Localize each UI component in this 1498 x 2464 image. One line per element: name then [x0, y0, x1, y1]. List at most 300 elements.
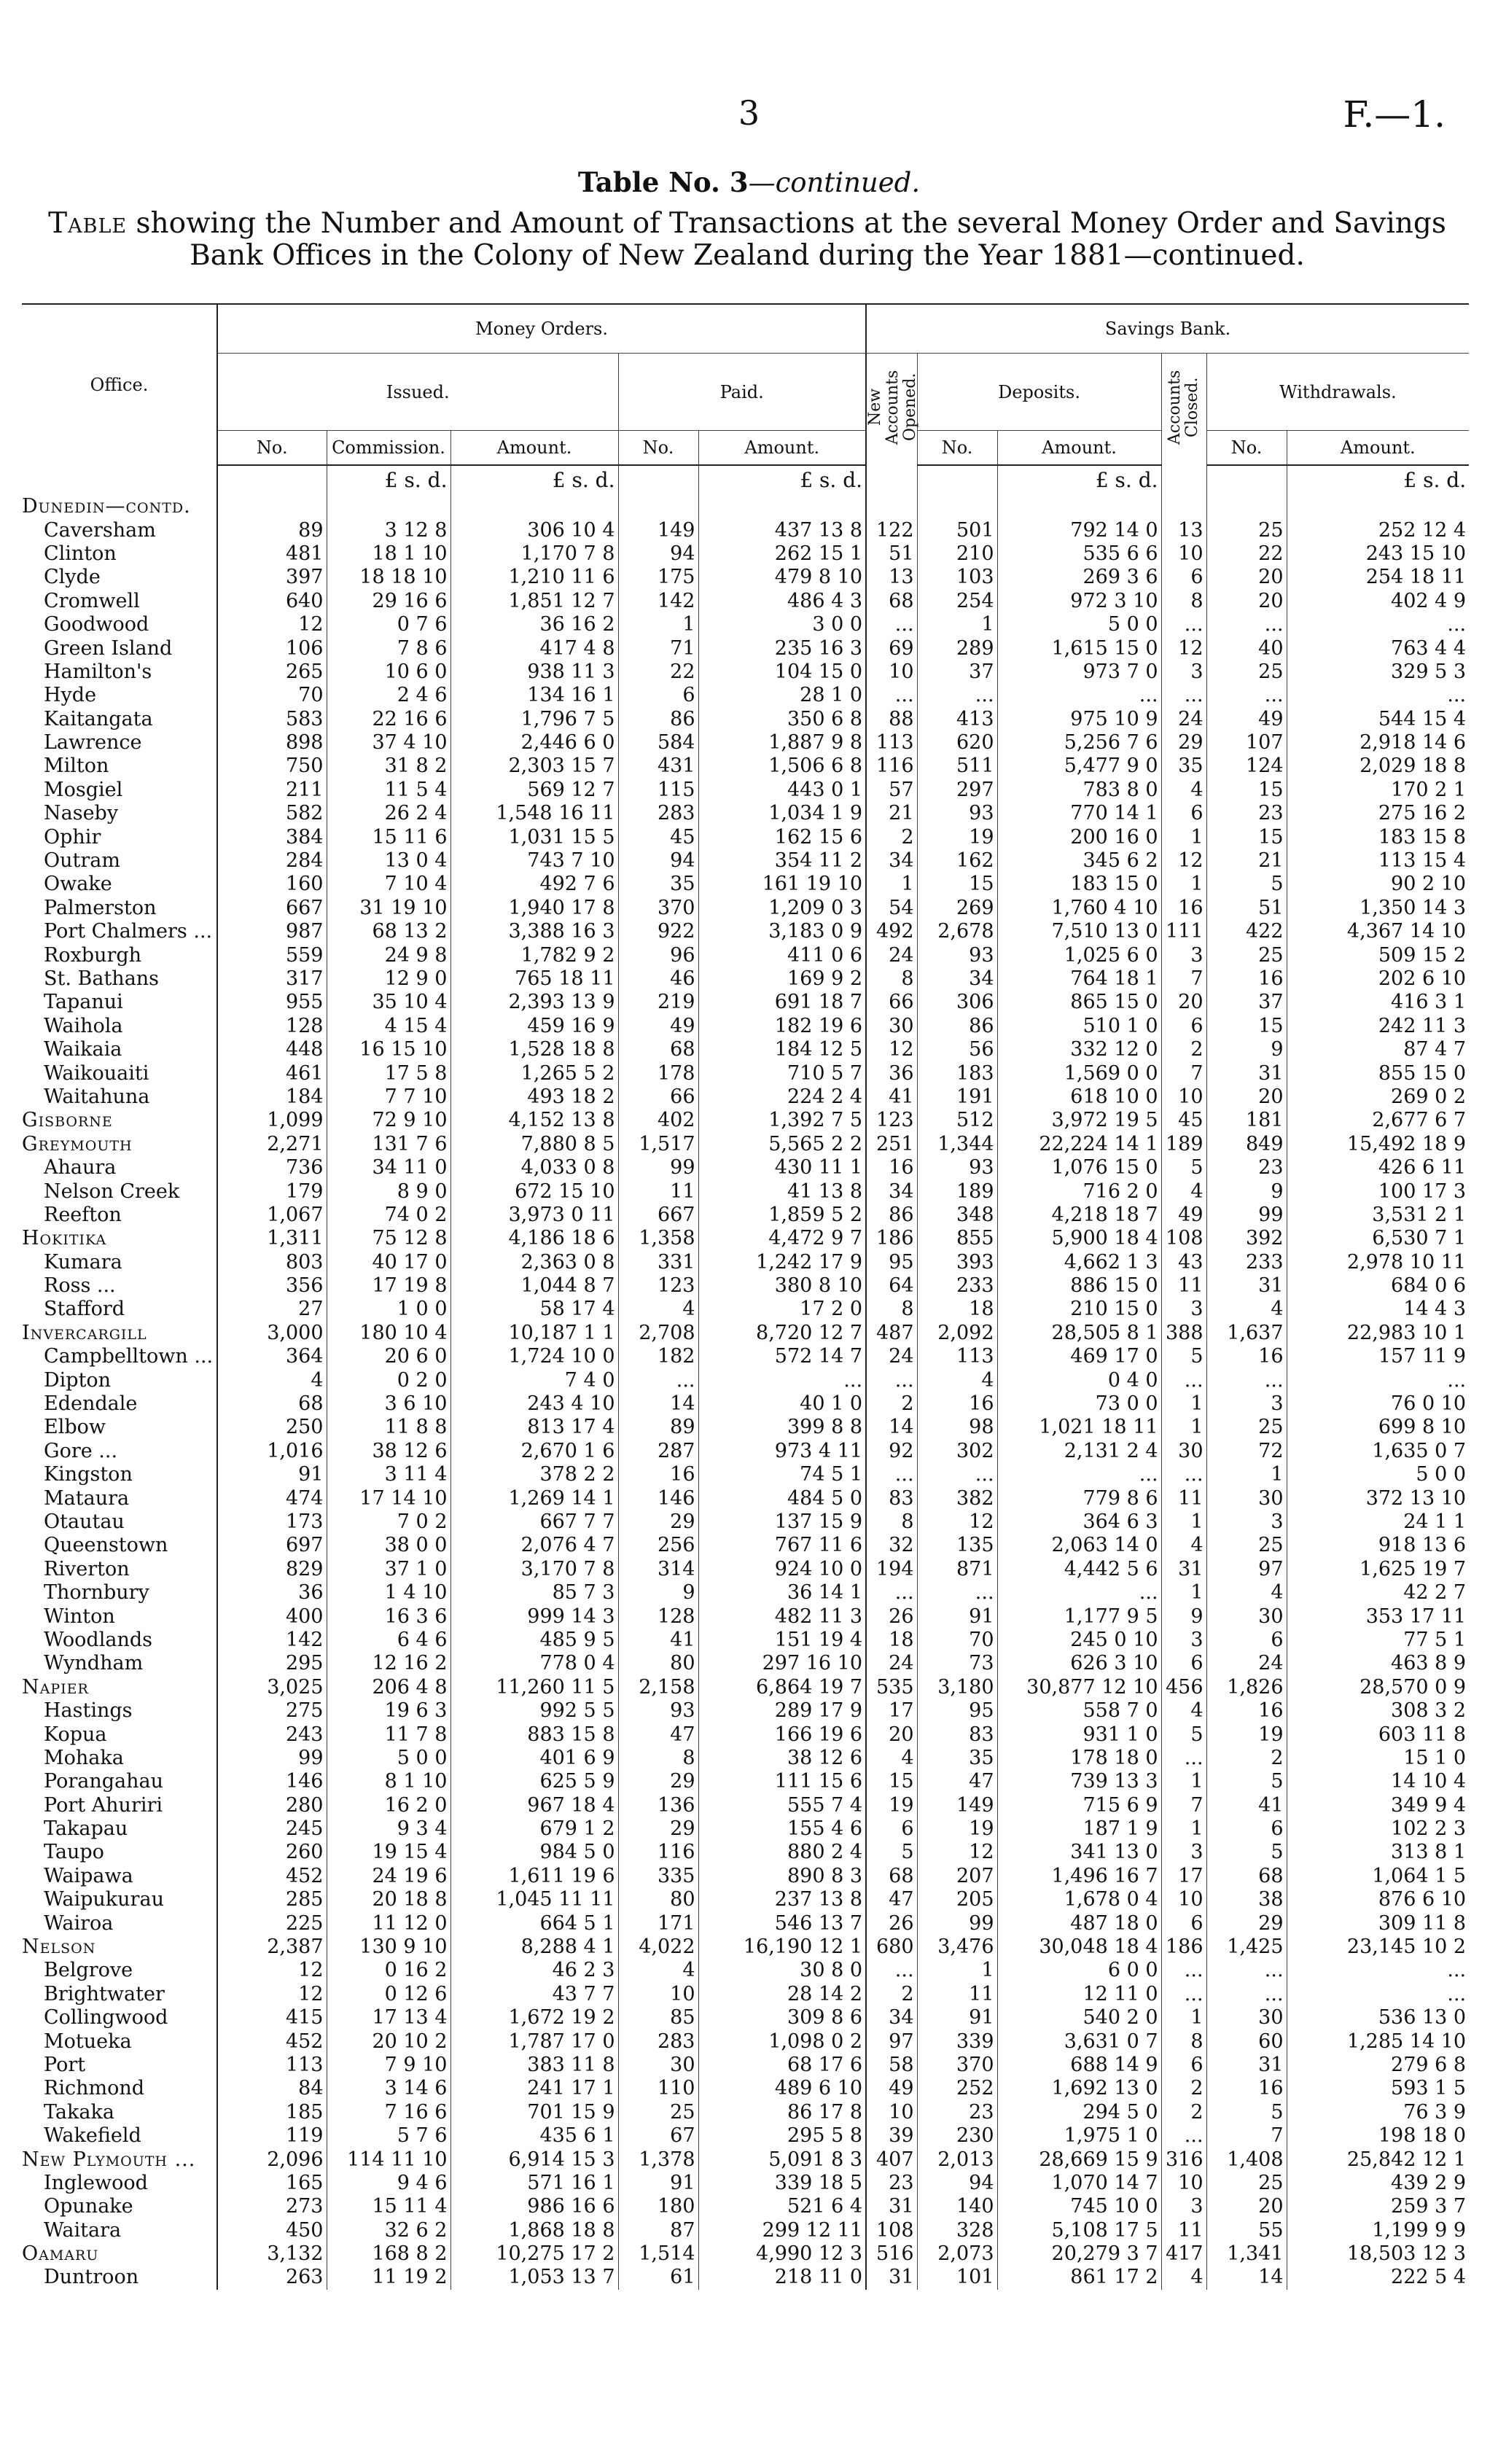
- issued-amount-cell: 493 18 2: [450, 1085, 618, 1109]
- office-name: Kopua: [44, 1723, 107, 1746]
- office-name: Belgrove: [44, 1959, 133, 1982]
- new-accounts-cell: 86: [866, 1204, 917, 1227]
- issued-no-cell: 481: [217, 542, 327, 566]
- new-accounts-cell: 251: [866, 1133, 917, 1156]
- office-name: Duntroon: [44, 2266, 139, 2289]
- issued-no-cell: 3,000: [217, 1322, 327, 1345]
- paid-no-cell: 314: [618, 1558, 698, 1581]
- deposits-no-cell: 86: [917, 1015, 997, 1038]
- withdrawals-amount-cell: 259 3 7: [1287, 2195, 1469, 2218]
- new-accounts-cell: 18: [866, 1629, 917, 1652]
- issued-no-cell: 356: [217, 1274, 327, 1298]
- paid-amount-cell: 924 10 0: [698, 1558, 866, 1581]
- table-row: [22, 2124, 1469, 2148]
- deposits-amount-cell: 626 3 10: [997, 1652, 1161, 1675]
- office-name: Wyndham: [44, 1652, 144, 1675]
- table-row: [22, 1085, 1469, 1109]
- deposits-no-cell: 382: [917, 1486, 997, 1510]
- accounts-closed-cell: 10: [1161, 1888, 1206, 1911]
- office-name: Nelson Creek: [44, 1180, 180, 1203]
- deposits-no-cell: 70: [917, 1629, 997, 1652]
- accounts-closed-cell: 31: [1161, 1558, 1206, 1581]
- new-accounts-cell: 4: [866, 1747, 917, 1770]
- office-name: Motueka: [44, 2030, 132, 2053]
- paid-no-cell: 175: [618, 566, 698, 589]
- withdrawals-amount-cell: 15,492 18 9: [1287, 1133, 1469, 1156]
- issued-no-cell: 243: [217, 1723, 327, 1746]
- new-accounts-cell: 97: [866, 2030, 917, 2053]
- withdrawals-no-cell: 20: [1206, 1085, 1287, 1109]
- paid-amount-cell: 8,720 12 7: [698, 1322, 866, 1345]
- issued-no-cell: 1,311: [217, 1227, 327, 1250]
- deposits-amount-cell: 5,477 9 0: [997, 755, 1161, 778]
- paid-amount-cell: 169 9 2: [698, 967, 866, 991]
- office-name: Kumara: [44, 1250, 122, 1274]
- table-row: [22, 1015, 1469, 1038]
- deposits-no-cell: 289: [917, 636, 997, 660]
- commission-cell: 131 7 6: [327, 1133, 450, 1156]
- issued-no-cell: 173: [217, 1510, 327, 1534]
- paid-no-cell: 922: [618, 920, 698, 943]
- paid-amount-cell: 162 15 6: [698, 825, 866, 849]
- table-row: [22, 1156, 1469, 1180]
- deposits-no-cell: 393: [917, 1251, 997, 1274]
- paid-no-cell: 283: [618, 2030, 698, 2053]
- commission-cell: 31 19 10: [327, 897, 450, 920]
- new-accounts-cell: 64: [866, 1274, 917, 1298]
- commission-cell: 19 6 3: [327, 1699, 450, 1723]
- deposits-no-cell: 207: [917, 1865, 997, 1888]
- issued-no-cell: 225: [217, 1911, 327, 1935]
- deposits-amount-cell: 1,615 15 0: [997, 636, 1161, 660]
- paid-amount-cell: 411 0 6: [698, 943, 866, 967]
- withdrawals-no-cell: 30: [1206, 1605, 1287, 1628]
- paid-no-cell: 66: [618, 1085, 698, 1109]
- new-accounts-cell: 69: [866, 636, 917, 660]
- deposits-amount-cell: 30,877 12 10: [997, 1676, 1161, 1699]
- deposits-no-cell: 35: [917, 1747, 997, 1770]
- deposits-amount-cell: 1,975 1 0: [997, 2124, 1161, 2148]
- accounts-closed-cell: 1: [1161, 1392, 1206, 1416]
- withdrawals-amount-cell: 329 5 3: [1287, 660, 1469, 684]
- withdrawals-amount-cell: 242 11 3: [1287, 1015, 1469, 1038]
- accounts-closed-cell: 1: [1161, 873, 1206, 896]
- deposits-amount-cell: 332 12 0: [997, 1038, 1161, 1061]
- deposits-no-cell: 12: [917, 1841, 997, 1864]
- issued-no-cell: 448: [217, 1038, 327, 1061]
- issued-amount-cell: 679 1 2: [450, 1817, 618, 1841]
- accounts-closed-cell: ...: [1161, 1368, 1206, 1392]
- issued-no-cell: 285: [217, 1888, 327, 1911]
- issued-amount-cell: 1,851 12 7: [450, 590, 618, 613]
- issued-amount-cell: 1,940 17 8: [450, 897, 618, 920]
- withdrawals-header: Withdrawals.: [1206, 354, 1469, 431]
- paid-amount-cell: 339 18 5: [698, 2172, 866, 2195]
- withdrawals-amount-cell: 1,350 14 3: [1287, 897, 1469, 920]
- new-accounts-cell: 34: [866, 1180, 917, 1203]
- withdrawals-no-cell: 21: [1206, 849, 1287, 873]
- table-row: [22, 1959, 1469, 1982]
- withdrawals-amount-cell: 439 2 9: [1287, 2172, 1469, 2195]
- paid-no-cell: 431: [618, 755, 698, 778]
- withdrawals-amount-cell: ...: [1287, 1368, 1469, 1392]
- deposits-no-cell: 501: [917, 518, 997, 542]
- paid-amount-cell: 86 17 8: [698, 2101, 866, 2124]
- withdrawals-amount-cell: 353 17 11: [1287, 1605, 1469, 1628]
- withdrawals-no-cell: ...: [1206, 1959, 1287, 1982]
- accounts-closed-cell: 4: [1161, 779, 1206, 802]
- withdrawals-no-cell: 16: [1206, 2077, 1287, 2100]
- caption-lead: Table: [48, 207, 128, 240]
- paid-no-cell: 4,022: [618, 1935, 698, 1959]
- paid-no-cell: 123: [618, 1274, 698, 1298]
- accounts-closed-cell: 3: [1161, 2195, 1206, 2218]
- deposits-no-cell: 83: [917, 1723, 997, 1746]
- table-row: [22, 2054, 1469, 2077]
- issued-amount-cell: 1,672 19 2: [450, 2006, 618, 2030]
- table-row: [22, 1392, 1469, 1416]
- table-row: [22, 1109, 1469, 1132]
- issued-amount-cell: 459 16 9: [450, 1015, 618, 1038]
- table-row: [22, 2172, 1469, 2195]
- deposits-amount-cell: 4,662 1 3: [997, 1251, 1161, 1274]
- new-accounts-cell: 487: [866, 1322, 917, 1345]
- office-name: Naseby: [44, 802, 119, 825]
- issued-no-cell: 99: [217, 1747, 327, 1770]
- new-accounts-cell: 122: [866, 518, 917, 542]
- issued-amount-cell: 1,868 18 8: [450, 2219, 618, 2242]
- deposits-amount-cell: 364 6 3: [997, 1510, 1161, 1534]
- withdrawals-amount-cell: 198 18 0: [1287, 2124, 1469, 2148]
- paid-amount-units: £ s. d.: [698, 465, 866, 495]
- new-accounts-cell: 680: [866, 1935, 917, 1959]
- issued-no-cell: 474: [217, 1486, 327, 1510]
- office-name: Inglewood: [44, 2171, 148, 2194]
- withdrawals-amount-cell: 279 6 8: [1287, 2054, 1469, 2077]
- withdrawals-amount-cell: 603 11 8: [1287, 1723, 1469, 1746]
- office-name: Woodlands: [44, 1628, 152, 1651]
- withdrawals-amount-cell: 763 4 4: [1287, 636, 1469, 660]
- office-name: Greymouth: [22, 1132, 133, 1155]
- new-accounts-cell: 88: [866, 708, 917, 731]
- deposits-amount-cell: 688 14 9: [997, 2054, 1161, 2077]
- office-name: Mataura: [44, 1486, 130, 1510]
- issued-amount-cell: 4,186 18 6: [450, 1227, 618, 1250]
- office-name: Waikaia: [44, 1038, 122, 1061]
- commission-cell: 3 6 10: [327, 1392, 450, 1416]
- deposits-no-cell: 191: [917, 1085, 997, 1109]
- paid-amount-cell: 767 11 6: [698, 1534, 866, 1557]
- office-name: Edendale: [44, 1392, 138, 1416]
- commission-header: Commission.: [327, 431, 450, 466]
- commission-cell: 7 0 2: [327, 1510, 450, 1534]
- office-name: Porangahau: [44, 1770, 163, 1793]
- new-accounts-cell: 30: [866, 1015, 917, 1038]
- withdrawals-amount-cell: 313 8 1: [1287, 1841, 1469, 1864]
- deposits-no-cell: 252: [917, 2077, 997, 2100]
- paid-no-cell: ...: [618, 1368, 698, 1392]
- accounts-closed-cell: 5: [1161, 1156, 1206, 1180]
- paid-amount-cell: 479 8 10: [698, 566, 866, 589]
- paid-amount-cell: 184 12 5: [698, 1038, 866, 1061]
- paid-no-cell: 4: [618, 1298, 698, 1321]
- table-row: [22, 943, 1469, 967]
- issued-amount-cell: 306 10 4: [450, 518, 618, 542]
- commission-cell: 35 10 4: [327, 991, 450, 1014]
- deposits-amount-cell: 618 10 0: [997, 1085, 1161, 1109]
- deposits-no-cell: 113: [917, 1345, 997, 1368]
- deposits-no-cell: 2,013: [917, 2148, 997, 2171]
- issued-amount-cell: 1,265 5 2: [450, 1061, 618, 1085]
- paid-amount-cell: 289 17 9: [698, 1699, 866, 1723]
- commission-cell: 16 3 6: [327, 1605, 450, 1628]
- deposits-amount-units: £ s. d.: [997, 465, 1161, 495]
- deposits-amount-cell: 779 8 6: [997, 1486, 1161, 1510]
- table-row: [22, 1770, 1469, 1793]
- new-accounts-cell: 116: [866, 755, 917, 778]
- paid-amount-cell: 1,209 0 3: [698, 897, 866, 920]
- deposits-no-cell: 348: [917, 1204, 997, 1227]
- issued-amount-cell: 1,782 9 2: [450, 943, 618, 967]
- withdrawals-no-cell: 15: [1206, 779, 1287, 802]
- deposits-amount-cell: 341 13 0: [997, 1841, 1161, 1864]
- withdrawals-no-cell: 60: [1206, 2030, 1287, 2053]
- office-name: Wakefield: [44, 2124, 141, 2148]
- issued-no-cell: 12: [217, 613, 327, 636]
- new-accounts-cell: ...: [866, 613, 917, 636]
- accounts-closed-cell: ...: [1161, 1959, 1206, 1982]
- deposits-no-cell: ...: [917, 1581, 997, 1605]
- issued-no-cell: 898: [217, 731, 327, 755]
- withdrawals-amount-cell: 275 16 2: [1287, 802, 1469, 825]
- table-row: [22, 2195, 1469, 2218]
- withdrawals-no-cell: 1,637: [1206, 1322, 1287, 1345]
- paid-no-cell: 87: [618, 2219, 698, 2242]
- table-row: [22, 779, 1469, 802]
- paid-no-cell: 86: [618, 708, 698, 731]
- deposits-amount-cell: 865 15 0: [997, 991, 1161, 1014]
- paid-amount-cell: 380 8 10: [698, 1274, 866, 1298]
- deposits-no-cell: 512: [917, 1109, 997, 1132]
- issued-no-cell: 260: [217, 1841, 327, 1864]
- issued-no-cell: 987: [217, 920, 327, 943]
- new-accounts-cell: 58: [866, 2054, 917, 2077]
- deposits-amount-cell: 1,692 13 0: [997, 2077, 1161, 2100]
- deposits-no-cell: 328: [917, 2219, 997, 2242]
- issued-no-cell: 317: [217, 967, 327, 991]
- deposits-amount-cell: 28,505 8 1: [997, 1322, 1161, 1345]
- accounts-closed-cell: 7: [1161, 1061, 1206, 1085]
- table-row: [22, 755, 1469, 778]
- accounts-closed-cell: 1: [1161, 2006, 1206, 2030]
- withdrawals-amount-cell: 77 5 1: [1287, 1629, 1469, 1652]
- paid-no-cell: 94: [618, 849, 698, 873]
- office-name: Dipton: [44, 1368, 112, 1392]
- commission-cell: 206 4 8: [327, 1676, 450, 1699]
- accounts-closed-cell: 4: [1161, 2266, 1206, 2289]
- office-name: Collingwood: [44, 2006, 168, 2030]
- deposits-no-cell: 189: [917, 1180, 997, 1203]
- new-accounts-cell: 23: [866, 2172, 917, 2195]
- paid-no-cell: 16: [618, 1463, 698, 1486]
- issued-amount-cell: 1,787 17 0: [450, 2030, 618, 2053]
- deposits-amount-cell: 886 15 0: [997, 1274, 1161, 1298]
- accounts-closed-cell: 16: [1161, 897, 1206, 920]
- paid-no-cell: 178: [618, 1061, 698, 1085]
- deposits-no-cell: 93: [917, 943, 997, 967]
- withdrawals-amount-cell: 1,199 9 9: [1287, 2219, 1469, 2242]
- new-accounts-cell: 108: [866, 2219, 917, 2242]
- issued-amount-cell: 7,880 8 5: [450, 1133, 618, 1156]
- paid-amount-cell: 3 0 0: [698, 613, 866, 636]
- commission-cell: 38 12 6: [327, 1440, 450, 1463]
- commission-cell: 0 2 0: [327, 1368, 450, 1392]
- commission-cell: 68 13 2: [327, 920, 450, 943]
- commission-cell: 3 11 4: [327, 1463, 450, 1486]
- new-accounts-cell: 68: [866, 590, 917, 613]
- withdrawals-no-cell: 22: [1206, 542, 1287, 566]
- office-name: Goodwood: [44, 613, 149, 636]
- commission-cell: 7 9 10: [327, 2054, 450, 2077]
- issued-no-cell: 736: [217, 1156, 327, 1180]
- issued-amount-cell: 1,044 8 7: [450, 1274, 618, 1298]
- issued-no-cell: 1,016: [217, 1440, 327, 1463]
- issued-no-cell: 142: [217, 1629, 327, 1652]
- issued-amount-cell: 1,031 15 5: [450, 825, 618, 849]
- commission-cell: 16 2 0: [327, 1793, 450, 1817]
- deposits-no-cell: 2,073: [917, 2242, 997, 2266]
- commission-cell: 26 2 4: [327, 802, 450, 825]
- new-accounts-cell: 34: [866, 849, 917, 873]
- new-accounts-cell: ...: [866, 1368, 917, 1392]
- accounts-closed-cell: 1: [1161, 1770, 1206, 1793]
- issued-amount-cell: 1,548 16 11: [450, 802, 618, 825]
- withdrawals-no-cell: 29: [1206, 1911, 1287, 1935]
- deposits-no-cell: 56: [917, 1038, 997, 1061]
- withdrawals-no-cell: 181: [1206, 1109, 1287, 1132]
- accounts-closed-cell: 4: [1161, 1699, 1206, 1723]
- commission-cell: 114 11 10: [327, 2148, 450, 2171]
- deposits-no-cell: 230: [917, 2124, 997, 2148]
- withdrawals-amount-cell: 243 15 10: [1287, 542, 1469, 566]
- withdrawals-no-cell: 15: [1206, 1015, 1287, 1038]
- paid-no-cell: 14: [618, 1392, 698, 1416]
- withdrawals-no-cell: 24: [1206, 1652, 1287, 1675]
- paid-no-cell: 49: [618, 1015, 698, 1038]
- new-accounts-cell: 83: [866, 1486, 917, 1510]
- issued-amount-cell: 241 17 1: [450, 2077, 618, 2100]
- withdrawals-amount-cell: 87 4 7: [1287, 1038, 1469, 1061]
- commission-cell: 3 14 6: [327, 2077, 450, 2100]
- new-accounts-cell: 2: [866, 1392, 917, 1416]
- office-name: Riverton: [44, 1557, 130, 1580]
- commission-cell: 11 7 8: [327, 1723, 450, 1746]
- withdrawals-amount-cell: 3,531 2 1: [1287, 1204, 1469, 1227]
- table-row: [22, 1274, 1469, 1298]
- deposits-amount-cell: 30,048 18 4: [997, 1935, 1161, 1959]
- paid-no-cell: 128: [618, 1605, 698, 1628]
- deposits-amount-cell: 739 13 3: [997, 1770, 1161, 1793]
- deposits-amount-cell: ...: [997, 1581, 1161, 1605]
- table-row: [22, 1463, 1469, 1486]
- withdrawals-amount-cell: 855 15 0: [1287, 1061, 1469, 1085]
- deposits-amount-cell: 5 0 0: [997, 613, 1161, 636]
- withdrawals-no-cell: 7: [1206, 2124, 1287, 2148]
- withdrawals-amount-cell: 24 1 1: [1287, 1510, 1469, 1534]
- deposits-no-cell: 1,344: [917, 1133, 997, 1156]
- withdrawals-amount-units: £ s. d.: [1287, 465, 1469, 495]
- table-row: [22, 1699, 1469, 1723]
- office-name: Opunake: [44, 2195, 133, 2218]
- withdrawals-no-cell: 30: [1206, 1486, 1287, 1510]
- new-accounts-cell: 10: [866, 2101, 917, 2124]
- deposits-no-cell: 34: [917, 967, 997, 991]
- deposits-amount-cell: 1,076 15 0: [997, 1156, 1161, 1180]
- issued-no-header: No.: [217, 431, 327, 466]
- accounts-closed-cell: 11: [1161, 2219, 1206, 2242]
- table-row: [22, 967, 1469, 991]
- withdrawals-amount-cell: 6,530 7 1: [1287, 1227, 1469, 1250]
- issued-no-cell: 70: [217, 684, 327, 707]
- new-accounts-cell: 51: [866, 542, 917, 566]
- paid-amount-cell: 68 17 6: [698, 2054, 866, 2077]
- withdrawals-no-cell: 1,408: [1206, 2148, 1287, 2171]
- accounts-closed-header: Accounts Closed.: [1161, 354, 1206, 466]
- deposits-no-cell: 101: [917, 2266, 997, 2289]
- withdrawals-amount-cell: 252 12 4: [1287, 518, 1469, 542]
- deposits-no-cell: 47: [917, 1770, 997, 1793]
- deposits-no-cell: 413: [917, 708, 997, 731]
- paid-amount-cell: 16,190 12 1: [698, 1935, 866, 1959]
- withdrawals-amount-cell: 416 3 1: [1287, 991, 1469, 1014]
- table-row: [22, 873, 1469, 896]
- deposits-amount-cell: 716 2 0: [997, 1180, 1161, 1203]
- commission-cell: 24 9 8: [327, 943, 450, 967]
- commission-cell: 11 5 4: [327, 779, 450, 802]
- office-name: Elbow: [44, 1416, 106, 1439]
- office-name: Cromwell: [44, 589, 140, 612]
- issued-amount-cell: 10,275 17 2: [450, 2242, 618, 2266]
- withdrawals-no-cell: 422: [1206, 920, 1287, 943]
- withdrawals-no-cell: 25: [1206, 1416, 1287, 1439]
- withdrawals-no-cell: 20: [1206, 566, 1287, 589]
- paid-no-cell: 71: [618, 636, 698, 660]
- deposits-no-cell: 91: [917, 1605, 997, 1628]
- new-accounts-cell: 24: [866, 1652, 917, 1675]
- deposits-no-cell: 93: [917, 802, 997, 825]
- commission-cell: 6 4 6: [327, 1629, 450, 1652]
- accounts-closed-cell: ...: [1161, 2124, 1206, 2148]
- table-label: Table No. 3: [577, 166, 749, 198]
- accounts-closed-cell: 6: [1161, 1911, 1206, 1935]
- withdrawals-amount-cell: 2,918 14 6: [1287, 731, 1469, 755]
- paid-no-cell: 180: [618, 2195, 698, 2218]
- withdrawals-no-cell: 9: [1206, 1180, 1287, 1203]
- new-accounts-cell: 492: [866, 920, 917, 943]
- paid-no-cell: 182: [618, 1345, 698, 1368]
- deposits-no-cell: 3,180: [917, 1676, 997, 1699]
- paid-amount-cell: 28 14 2: [698, 1983, 866, 2006]
- withdrawals-amount-cell: 463 8 9: [1287, 1652, 1469, 1675]
- accounts-closed-cell: 35: [1161, 755, 1206, 778]
- paid-amount-cell: 350 6 8: [698, 708, 866, 731]
- deposits-amount-cell: 972 3 10: [997, 590, 1161, 613]
- commission-cell: 15 11 6: [327, 825, 450, 849]
- commission-cell: 5 7 6: [327, 2124, 450, 2148]
- commission-cell: 4 15 4: [327, 1015, 450, 1038]
- accounts-closed-cell: 108: [1161, 1227, 1206, 1250]
- accounts-closed-cell: ...: [1161, 1463, 1206, 1486]
